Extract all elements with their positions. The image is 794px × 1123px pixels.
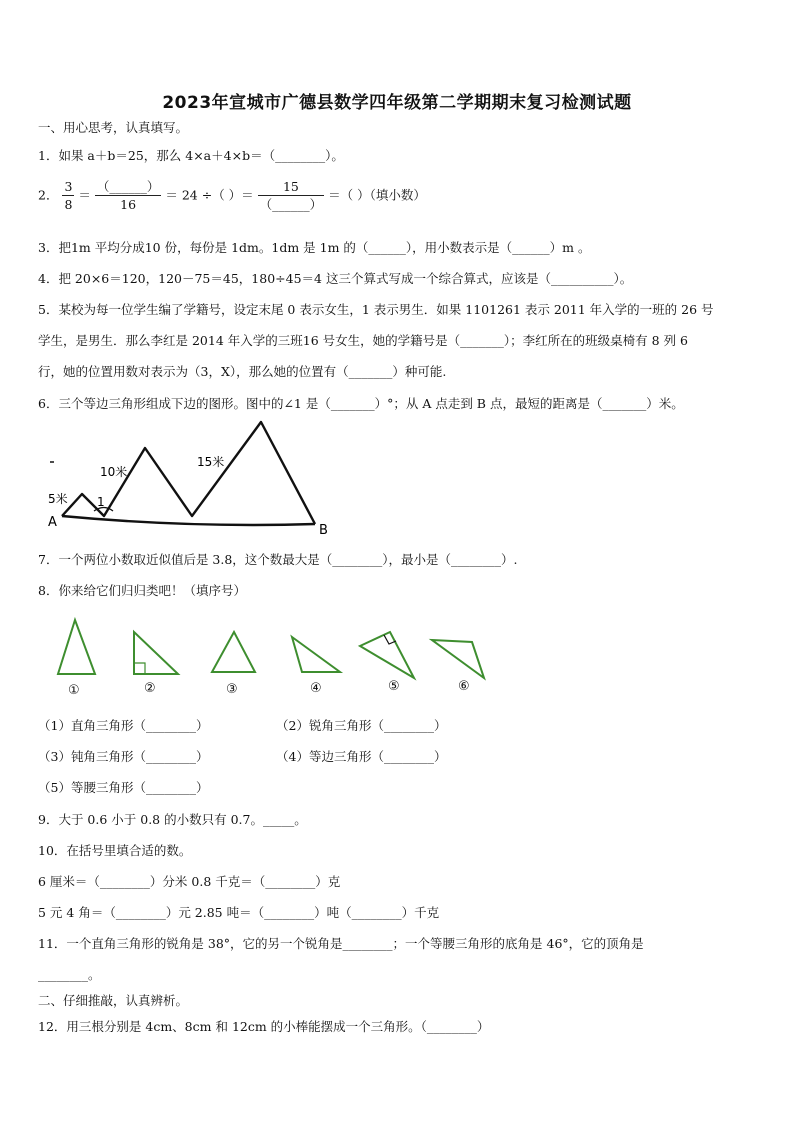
triangle-label-5: ⑤ xyxy=(388,679,400,694)
triangle-3 xyxy=(212,632,255,672)
triangle-1 xyxy=(58,620,95,674)
question-9: 9．大于 0.6 小于 0.8 的小数只有 0.7。_____。 xyxy=(38,812,307,827)
question-8-answer-acute-triangle: （2）锐角三角形（________） xyxy=(276,718,447,733)
equals-sign: ＝ xyxy=(78,187,91,203)
triangle-5 xyxy=(360,632,414,678)
question-6: 6．三个等边三角形组成下边的图形。图中的∠1 是（_______）°；从 A 点走到 B 点，最短的距离是（_______）米。 xyxy=(38,396,684,411)
question-8-answer-isosceles-triangle: （5）等腰三角形（________） xyxy=(38,780,209,795)
label-angle-1: 1 xyxy=(97,495,105,509)
triangle-label-2: ② xyxy=(144,681,156,696)
question-10-row-2: 5 元 4 角＝（________）元 2.85 吨＝（________）吨（________）千克 xyxy=(38,905,440,920)
question-5-line-1: 5．某校为每一位学生编了学籍号，设定末尾 0 表示女生，1 表示男生．如果 1101261 表示 2011 年入学的一班的 26 号 xyxy=(38,302,714,317)
triangle-label-1: ① xyxy=(68,683,80,698)
question-2 xyxy=(38,178,426,213)
question-5-line-2: 学生，是男生．那么李红是 2014 年入学的三班16 号女生，她的学籍号是（_______）；李红所在的班级桌椅有 8 列 6 xyxy=(38,333,688,348)
decimal-blank: ＝（ ）（填小数） xyxy=(328,187,426,203)
division-expression: ＝ 24 ÷（ ）＝ xyxy=(165,187,254,203)
triangle-classification-figure xyxy=(40,612,510,702)
question-7: 7．一个两位小数取近似值后是 3.8，这个数最大是（________），最小是（________）. xyxy=(38,552,518,567)
section-heading-1: 一、用心思考，认真填写。 xyxy=(38,120,189,135)
fraction-blank-16: $\frac{(\_\_\_\_\_\_)}{16}$ xyxy=(96,179,160,212)
question-4: 4．把 20×6＝120，120－75＝45，180÷45＝4 这三个算式写成一个综合算式，应该是（__________）。 xyxy=(38,271,633,286)
question-8: 8．你来给它们归归类吧！（填序号） xyxy=(38,583,246,598)
question-12: 12．用三根分别是 4cm、8cm 和 12cm 的小棒能摆成一个三角形。（________） xyxy=(38,1019,490,1034)
fraction-3-8: $\frac{3}{8}$ xyxy=(64,179,73,212)
label-point-a: A xyxy=(48,515,57,530)
question-8-answer-right-triangle: （1）直角三角形（________） xyxy=(38,718,209,733)
triangle-2 xyxy=(134,632,178,674)
question-10: 10．在括号里填合适的数。 xyxy=(38,843,192,858)
label-5m: 5米 xyxy=(48,492,68,506)
page-title: 2023年宣城市广德县数学四年级第二学期期末复习检测试题 xyxy=(162,93,632,113)
question-10-row-1: 6 厘米＝（________）分米 0.8 千克＝（________）克 xyxy=(38,874,341,889)
section-heading-2: 二、仔细推敲，认真辨析。 xyxy=(38,993,189,1008)
triangle-label-4: ④ xyxy=(310,681,322,696)
triangle-6 xyxy=(432,640,484,678)
question-5-line-3: 行，她的位置用数对表示为（3，X），那么她的位置有（_______）种可能. xyxy=(38,364,447,379)
label-10m: 10米 xyxy=(100,465,128,479)
equilateral-triangles-figure xyxy=(40,418,340,538)
question-11-line-1: 11．一个直角三角形的锐角是 38°，它的另一个锐角是________；一个等腰三角形的底角是 46°，它的顶角是 xyxy=(38,936,644,951)
question-11-line-2: ________。 xyxy=(38,967,101,982)
base-line xyxy=(62,516,315,525)
question-2-number: 2． xyxy=(38,187,59,203)
question-3: 3．把1m 平均分成10 份，每份是 1dm。1dm 是 1m 的（______），用小数表示是（______）m 。 xyxy=(38,240,591,255)
triangle-4 xyxy=(292,637,340,672)
triangle-label-3: ③ xyxy=(226,682,238,697)
label-15m: 15米 xyxy=(197,455,225,469)
triangle-label-6: ⑥ xyxy=(458,679,470,694)
question-1: 1．如果 a＋b＝25，那么 4×a＋4×b＝（________）。 xyxy=(38,148,344,163)
label-point-b: B xyxy=(319,523,328,538)
question-8-answer-equilateral-triangle: （4）等边三角形（________） xyxy=(276,749,447,764)
question-8-answer-obtuse-triangle: （3）钝角三角形（________） xyxy=(38,749,209,764)
fraction-15-blank: $\frac{15}{(\_\_\_\_\_\_)}$ xyxy=(259,179,323,212)
